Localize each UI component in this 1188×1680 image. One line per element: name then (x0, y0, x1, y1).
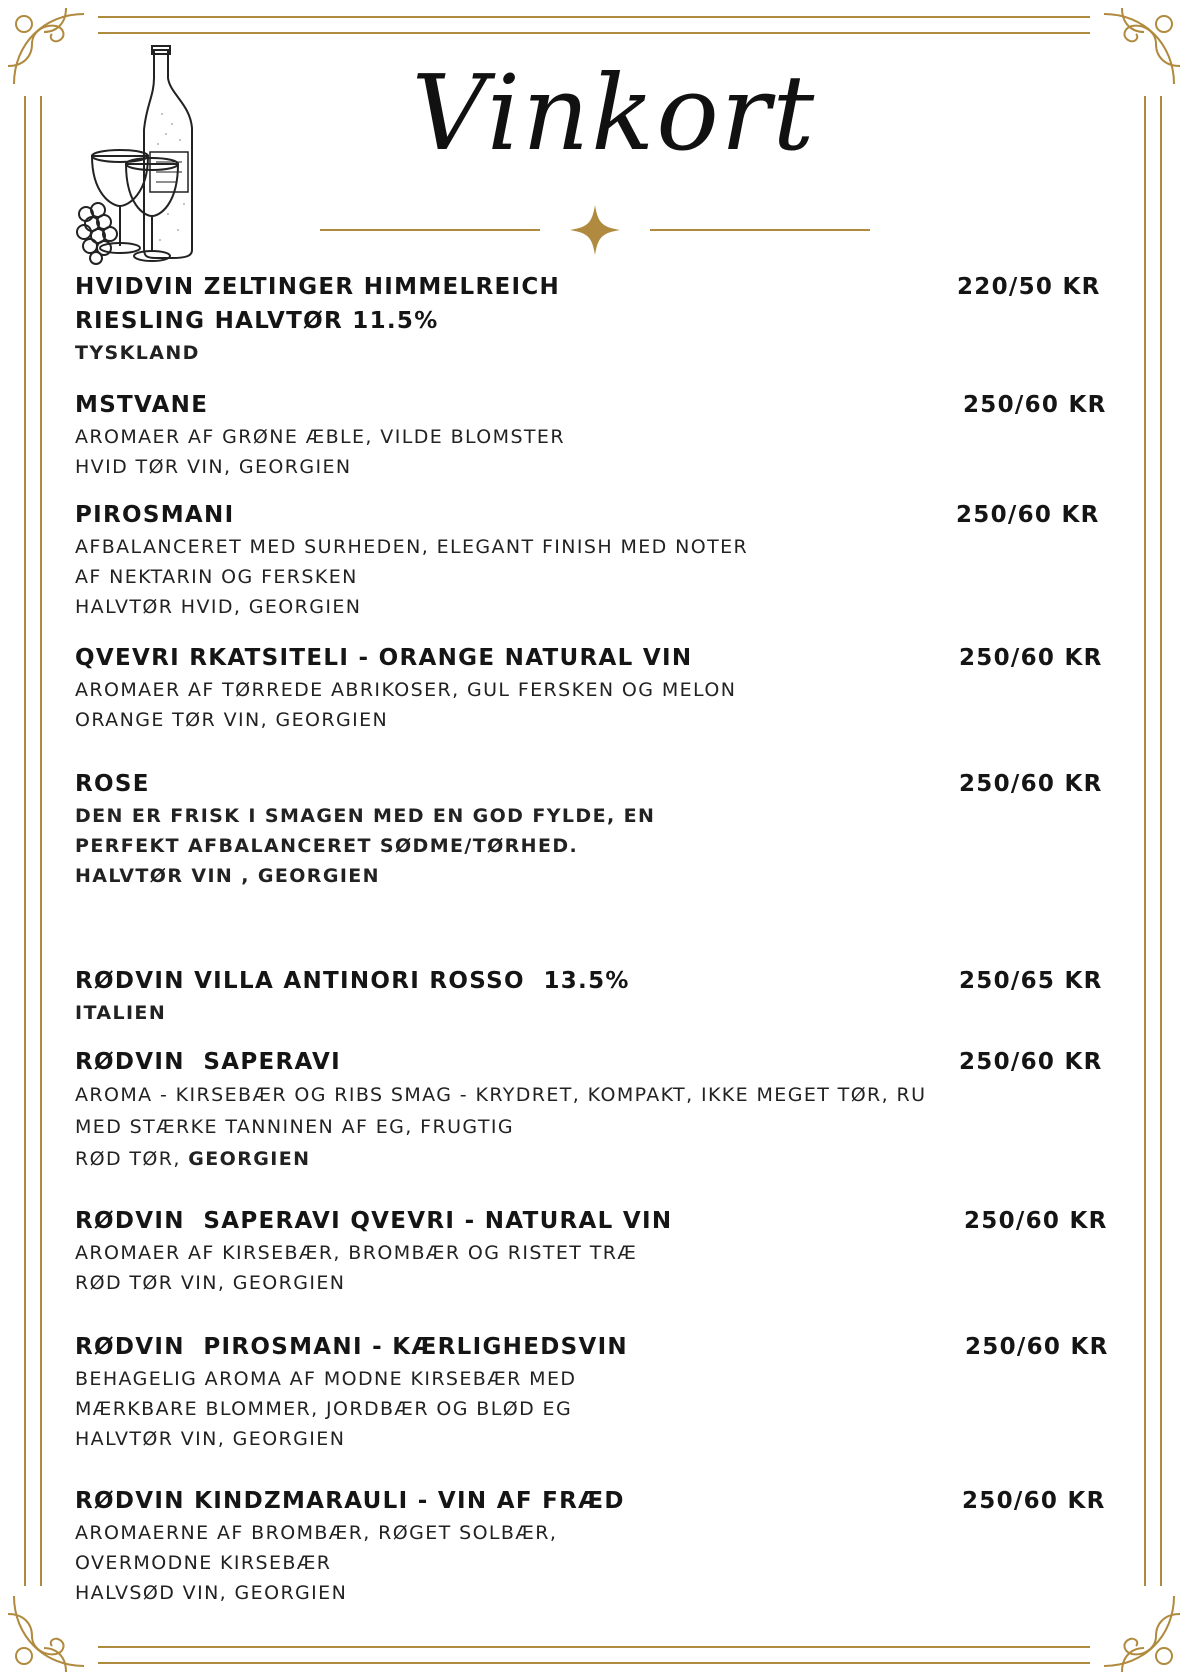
frame-left-line-inner (40, 96, 42, 1586)
wine-item (75, 641, 1115, 735)
wine-description: MED STÆRKE TANNINEN AF EG, FRUGTIG (75, 1116, 514, 1138)
wine-item (75, 1484, 1115, 1608)
wine-name: HVIDVIN ZELTINGER HIMMELREICH RIESLING HALVTØR 11.5% (75, 274, 561, 334)
wine-description: AROMAER AF KIRSEBÆR, BROMBÆR OG RISTET TRÆ (75, 1242, 638, 1264)
wine-price: 250/60 KR (963, 392, 1107, 418)
wine-description: AF NEKTARIN OG FERSKEN (75, 566, 358, 588)
wine-description: DEN ER FRISK I SMAGEN MED EN GOD FYLDE, EN (75, 805, 656, 827)
frame-bottom-line-inner (98, 1662, 1090, 1664)
wine-item (75, 1045, 1115, 1175)
wine-description: ORANGE TØR VIN, GEORGIEN (75, 709, 389, 731)
wine-name: RØDVIN VILLA ANTINORI ROSSO 13.5% (75, 968, 630, 994)
wine-item (75, 1204, 1115, 1298)
wine-name: RØDVIN KINDZMARAULI - VIN AF FRÆD (75, 1488, 625, 1514)
wine-description: HALVTØR VIN , GEORGIEN (75, 865, 380, 887)
wine-name: ROSE (75, 771, 150, 797)
wine-description: PERFEKT AFBALANCERET SØDME/TØRHED. (75, 835, 579, 857)
wine-price: 250/60 KR (959, 771, 1103, 797)
wine-description: HVID TØR VIN, GEORGIEN (75, 456, 352, 478)
frame-bottom-line (98, 1646, 1090, 1648)
wine-type: RØD TØR, (75, 1148, 189, 1170)
wine-description: RØD TØR VIN, GEORGIEN (75, 1272, 346, 1294)
wine-name: RØDVIN PIROSMANI - KÆRLIGHEDSVIN (75, 1334, 628, 1360)
wine-name: MSTVANE (75, 392, 209, 418)
wine-description (75, 1143, 1115, 1175)
wine-name: RØDVIN SAPERAVI QVEVRI - NATURAL VIN (75, 1208, 673, 1234)
wine-price: 220/50 KR (957, 274, 1101, 300)
wine-price: 250/60 KR (964, 1208, 1108, 1234)
wine-price: 250/60 KR (956, 502, 1100, 528)
wine-price: 250/60 KR (959, 645, 1103, 671)
wine-price: 250/60 KR (959, 1049, 1103, 1075)
wine-description: HALVTØR HVID, GEORGIEN (75, 596, 362, 618)
wine-name: PIROSMANI (75, 502, 235, 528)
wine-description: OVERMODNE KIRSEBÆR (75, 1552, 332, 1574)
frame-top-line-inner (98, 32, 1090, 34)
wine-price: 250/65 KR (959, 968, 1103, 994)
wine-description: AROMAER AF TØRREDE ABRIKOSER, GUL FERSKEN OG MELON (75, 679, 737, 701)
wine-description: AFBALANCERET MED SURHEDEN, ELEGANT FINISH MED NOTER (75, 536, 749, 558)
page-title: Vinkort (411, 52, 817, 174)
wine-name: RØDVIN SAPERAVI (75, 1049, 342, 1075)
frame-left-line (24, 96, 26, 1586)
frame-right-line (1144, 96, 1146, 1586)
wine-description: AROMA - KIRSEBÆR OG RIBS SMAG - KRYDRET, KOMPAKT, IKKE MEGET TØR, RU (75, 1084, 927, 1106)
wine-price: 250/60 KR (965, 1334, 1109, 1360)
wine-item (75, 767, 1115, 891)
wine-description: MÆRKBARE BLOMMER, JORDBÆR OG BLØD EG (75, 1398, 573, 1420)
wine-description: HALVSØD VIN, GEORGIEN (75, 1582, 348, 1604)
frame-top-line (98, 16, 1090, 18)
wine-item (75, 964, 1115, 1028)
title-divider (320, 205, 870, 255)
wine-description: AROMAERNE AF BROMBÆR, RØGET SOLBÆR, (75, 1522, 558, 1544)
frame-right-line-inner (1160, 96, 1162, 1586)
wine-description: HALVTØR VIN, GEORGIEN (75, 1428, 346, 1450)
wine-origin: TYSKLAND (75, 342, 200, 364)
wine-item (75, 270, 1115, 368)
wine-country: GEORGIEN (188, 1148, 311, 1170)
wine-price: 250/60 KR (962, 1488, 1106, 1514)
wine-item (75, 388, 1115, 482)
wine-description: BEHAGELIG AROMA AF MODNE KIRSEBÆR MED (75, 1368, 577, 1390)
wine-name: QVEVRI RKATSITELI - ORANGE NATURAL VIN (75, 645, 693, 671)
wine-item (75, 498, 1115, 622)
wine-description: AROMAER AF GRØNE ÆBLE, VILDE BLOMSTER (75, 426, 565, 448)
wine-item (75, 1330, 1115, 1454)
star-icon (570, 205, 620, 255)
wine-origin: ITALIEN (75, 1002, 167, 1024)
